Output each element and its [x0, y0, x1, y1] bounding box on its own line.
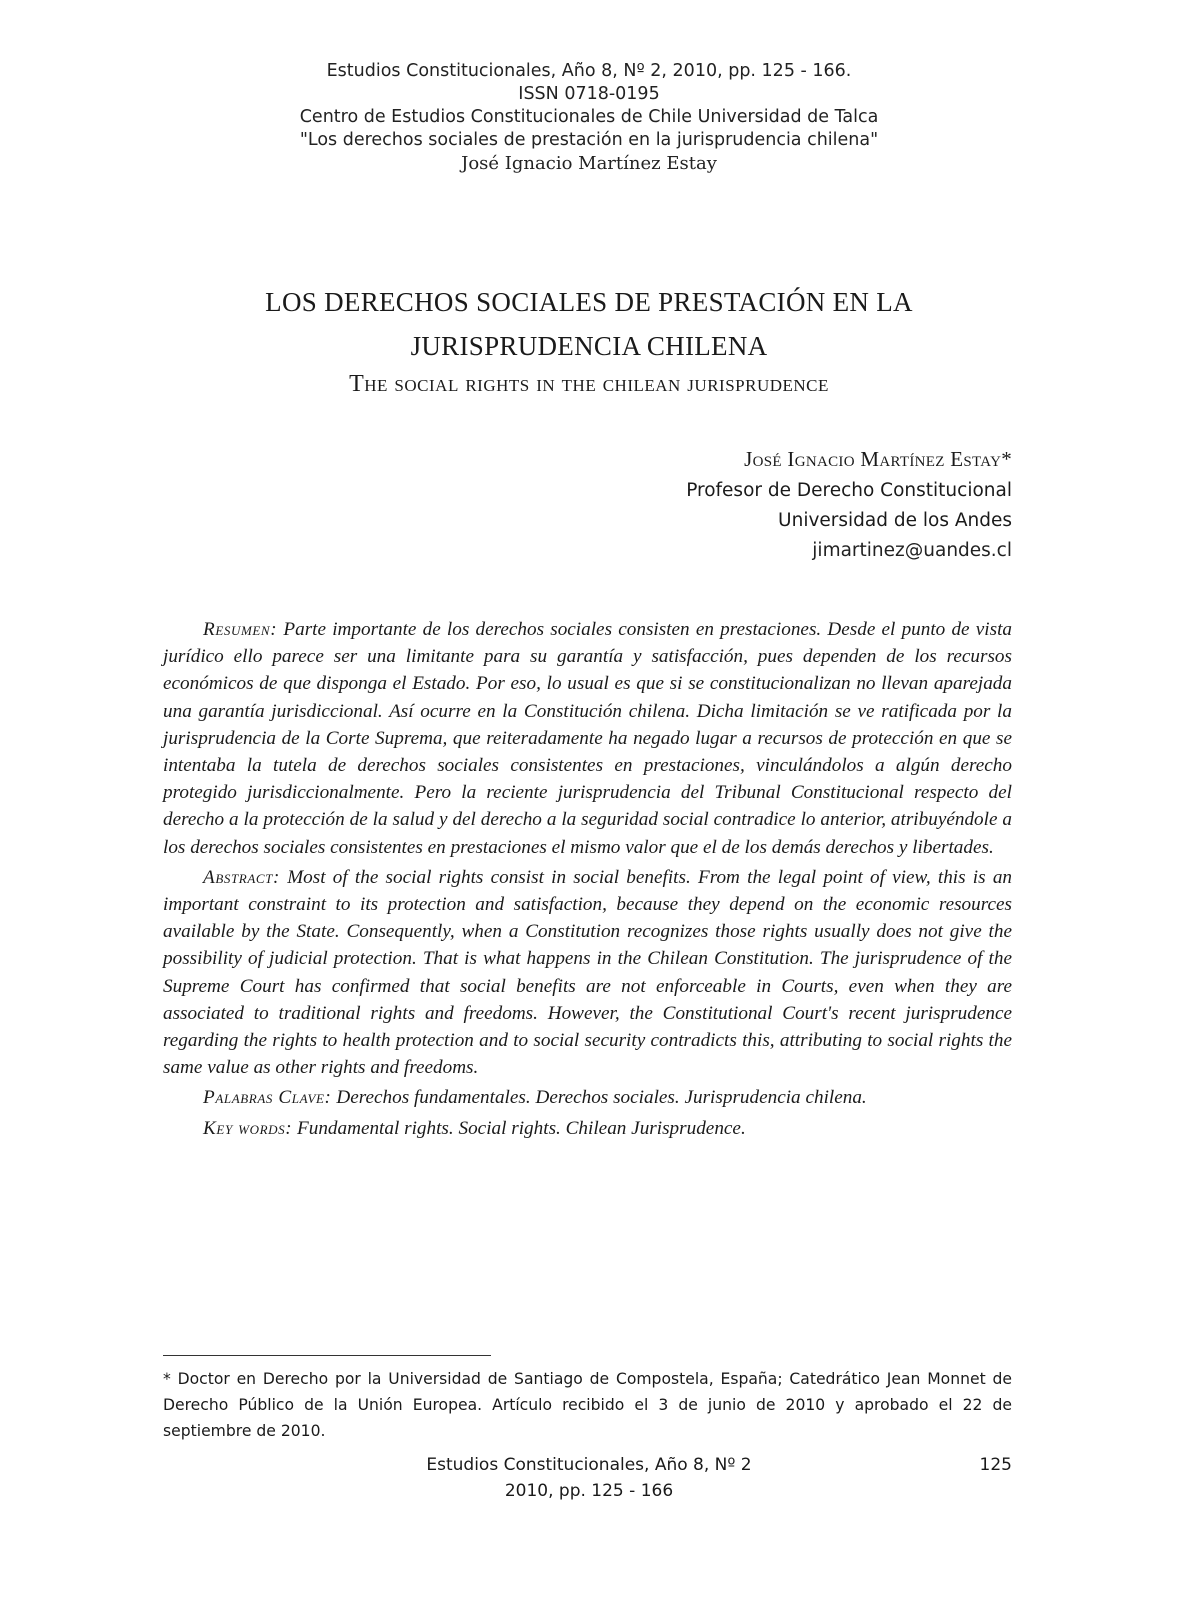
abstract-text: Most of the social rights consist in social benefits. From the legal point of view, this is an important constraint to its protection and satisfaction, because they depend on the economic resources available by the State. Consequently, when a Constitution recognizes those rights usually does not give the possibility of judicial protection. That is what happens in the Chilean Constitution. The jurisprudence of the Supreme Court has confirmed that social benefits are not enforceable in Courts, even when they are associated to traditional rights and freedoms. However, the Constitutional Court's recent jurisprudence regarding the rights to health protection and to social security contradicts this, attributing to social rights the same value as other rights and freedoms.: [163, 866, 1013, 1079]
title-line-2: JURISPRUDENCIA CHILENA: [410, 331, 768, 361]
footnote-divider: [163, 1355, 491, 1356]
article-title-quote: "Los derechos sociales de prestación en la jurisprudencia chilena": [299, 130, 879, 150]
footer-pages: 2010, pp. 125 - 166: [504, 1481, 674, 1501]
palabras-clave-paragraph: [163, 1084, 1012, 1111]
author-footnote: * Doctor en Derecho por la Universidad de Santiago de Compostela, España; Catedrático Jean Monnet de Derecho Público de la Unión Europea. Artículo recibido el 3 de junio de 2010 y aprobado el 22 de septiembre de 2010.: [163, 1370, 1012, 1440]
journal-citation: Estudios Constitucionales, Año 8, Nº 2, 2010, pp. 125 - 166.: [326, 61, 852, 81]
palabras-clave-lead: Palabras Clave:: [203, 1087, 332, 1109]
article-subtitle: The social rights in the chilean jurisprudence: [349, 371, 829, 397]
palabras-clave-text: Derechos fundamentales. Derechos sociales. Jurisprudencia chilena.: [336, 1087, 867, 1109]
resumen-lead: Resumen:: [203, 619, 278, 640]
resumen-paragraph: [163, 616, 1012, 861]
author-institution: Universidad de los Andes: [778, 510, 1012, 531]
publishing-center: Centro de Estudios Constitucionales de Chile Universidad de Talca: [299, 107, 879, 127]
author-email: jimartinez@uandes.cl: [812, 540, 1012, 561]
author-affiliation: [686, 442, 1012, 566]
issn: ISSN 0718-0195: [518, 84, 660, 104]
resumen-text: Parte importante de los derechos sociales consisten en prestaciones. Desde el punto de vista jurídico ello parece ser una limitante para su garantía y satisfacción, pues dependen de los recursos económicos de que disponga el Estado. Por eso, lo usual es que si se constitucionalizan no llevan aparejada una garantía jurisdiccional. Así ocurre en la Constitución chilena. Dicha limitación se ve ratificada por la jurisprudencia de la Corte Suprema, que reiteradamente ha negado lugar a recursos de protección en que se intentaba la tutela de derechos sociales consistentes en prestaciones, vinculándolos a algún derecho protegido jurisdiccionalmente. Pero la reciente jurisprudencia del Tribunal Constitucional respecto del derecho a la protección de la salud y del derecho a la seguridad social contradice lo anterior, atribuyéndole a los derechos sociales consistentes en prestaciones el mismo valor que el de los demás derechos y libertades.: [163, 619, 1013, 858]
abstracts: [163, 616, 1012, 1145]
header-author: José Ignacio Martínez Estay: [461, 153, 717, 174]
title-line-1: LOS DERECHOS SOCIALES DE PRESTACIÓN EN LA: [265, 287, 913, 317]
running-header: [0, 60, 1178, 175]
key-words-lead: Key words:: [203, 1117, 293, 1139]
key-words-paragraph: [163, 1115, 1012, 1142]
author-position: Profesor de Derecho Constitucional: [686, 480, 1012, 501]
key-words-text: Fundamental rights. Social rights. Chilean Jurisprudence.: [297, 1117, 746, 1139]
abstract-lead: Abstract:: [203, 866, 280, 888]
abstract-paragraph: [163, 864, 1012, 1082]
page-number: 125: [979, 1455, 1012, 1475]
author-name: José Ignacio Martínez Estay*: [744, 447, 1012, 471]
article-title: [0, 280, 1178, 368]
footer-journal: Estudios Constitucionales, Año 8, Nº 2: [426, 1455, 752, 1475]
